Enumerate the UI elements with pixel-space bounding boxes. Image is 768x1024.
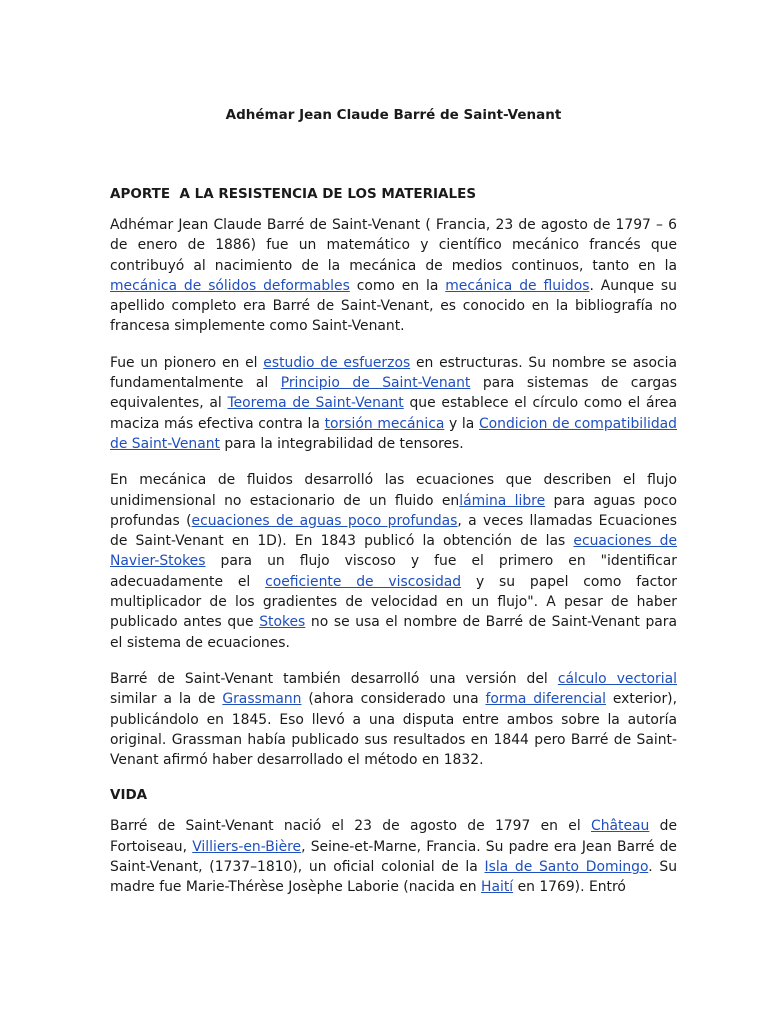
link-calculo-vectorial[interactable]: cálculo vectorial xyxy=(557,670,677,687)
paragraph-calculo-vectorial xyxy=(110,669,677,770)
link-torsion-mecanica[interactable]: torsión mecánica xyxy=(324,415,445,432)
link-stokes[interactable]: Stokes xyxy=(259,614,306,631)
paragraph-text: Adhémar Jean Claude Barré de Saint-Venant ( Francia, 23 de agosto de 1797 – 6 de enero de 1886) fue un matemático y científico mecánico francés que contribuyó al nacimiento de la mecánica de medios continuos, tanto en la xyxy=(110,217,677,274)
link-chateau[interactable]: Château xyxy=(591,818,650,835)
link-forma-diferencial[interactable]: forma diferencial xyxy=(485,691,606,708)
paragraph-text: . Su madre fue Marie-Thérèse Josèphe Laborie (nacida en xyxy=(110,859,678,896)
paragraph-pionero xyxy=(110,353,677,454)
page-title: Adhémar Jean Claude Barré de Saint-Venant xyxy=(225,107,562,123)
paragraph-text: para un flujo viscoso y fue el primero en "identificar adecuadamente el xyxy=(110,553,677,590)
paragraph-text: como en la xyxy=(349,277,446,294)
link-mecanica-fluidos[interactable]: mecánica de fluidos xyxy=(445,277,590,294)
paragraph-text: Barré de Saint-Venant también desarrolló una versión del xyxy=(110,670,558,687)
link-ecuaciones-navier-stokes[interactable]: ecuaciones de Navier-Stokes xyxy=(110,533,678,570)
paragraph-text: de Fortoiseau, xyxy=(110,818,678,855)
link-condicion-compatibilidad[interactable]: Condicion de compatibilidad de Saint-Venant xyxy=(110,415,678,452)
paragraph-text: en estructuras. Su nombre se asocia fundamentalmente al xyxy=(110,354,677,392)
paragraph-text: , Seine-et-Marne, Francia. Su padre era Jean Barré de Saint-Venant, (1737–1810), un oficial colonial de la xyxy=(110,838,677,876)
paragraph-intro xyxy=(110,215,677,337)
paragraph-text: Barré de Saint-Venant nació el 23 de agosto de 1797 en el xyxy=(110,818,591,835)
paragraph-text: En mecánica de fluidos desarrolló las ecuaciones que describen el flujo unidimensional no estacionario de un fluido en xyxy=(110,472,677,509)
link-mecanica-solidos-deformables[interactable]: mecánica de sólidos deformables xyxy=(110,277,350,294)
link-grassmann[interactable]: Grassmann xyxy=(222,691,302,708)
paragraph-text: , a veces llamadas Ecuaciones de Saint-Venant en 1D). En 1843 publicó la obtención de las xyxy=(110,512,677,550)
paragraph-text: no se usa el nombre de Barré de Saint-Venant para el sistema de ecuaciones. xyxy=(110,614,677,651)
link-coeficiente-viscosidad[interactable]: coeficiente de viscosidad xyxy=(265,573,462,590)
link-estudio-esfuerzos[interactable]: estudio de esfuerzos xyxy=(263,354,411,371)
paragraph-text: y la xyxy=(444,415,479,432)
paragraph-text: en 1769). Entró xyxy=(513,879,626,896)
paragraph-vida xyxy=(110,816,677,897)
paragraph-text: para sistemas de cargas equivalentes, al xyxy=(110,375,677,412)
link-haiti[interactable]: Haití xyxy=(481,879,514,896)
paragraph-text: y su papel como factor multiplicador de los gradientes de velocidad en un flujo". A pesar de haber publicado antes que xyxy=(110,573,677,631)
section-heading-aporte: APORTE A LA RESISTENCIA DE LOS MATERIALES xyxy=(110,186,477,202)
paragraph-text: exterior), publicándolo en 1845. Eso llevó a una disputa entre ambos sobre la autoría original. Grassman había publicado sus resultados en 1844 pero Barré de Saint-Venant afirmó haber desarrollado el método en 1832. xyxy=(110,691,677,769)
link-villiers-en-biere[interactable]: Villiers-en-Bière xyxy=(192,838,302,855)
paragraph-text: Fue un pionero en el xyxy=(110,354,264,371)
link-lamina-libre[interactable]: lámina libre xyxy=(459,492,546,509)
section-heading-vida: VIDA xyxy=(110,787,148,804)
link-teorema-saint-venant[interactable]: Teorema de Saint-Venant xyxy=(227,395,404,412)
link-isla-santo-domingo[interactable]: Isla de Santo Domingo xyxy=(484,859,649,876)
paragraph-text: similar a la de xyxy=(110,691,223,708)
paragraph-text: para aguas poco profundas ( xyxy=(110,492,678,529)
document-content xyxy=(110,106,677,898)
paragraph-fluidos xyxy=(110,470,677,653)
link-principio-saint-venant[interactable]: Principio de Saint-Venant xyxy=(280,375,471,392)
paragraph-text: para la integrabilidad de tensores. xyxy=(219,435,464,452)
paragraph-text: que establece el círculo como el área maciza más efectiva contra la xyxy=(110,395,677,432)
paragraph-text: . Aunque su apellido completo era Barré de Saint-Venant, es conocido en la bibliografía no francesa simplemente como Saint-Venant. xyxy=(110,277,677,335)
link-ecuaciones-aguas-poco-profundas[interactable]: ecuaciones de aguas poco profundas xyxy=(191,512,458,529)
paragraph-text: (ahora considerado una xyxy=(301,691,486,708)
